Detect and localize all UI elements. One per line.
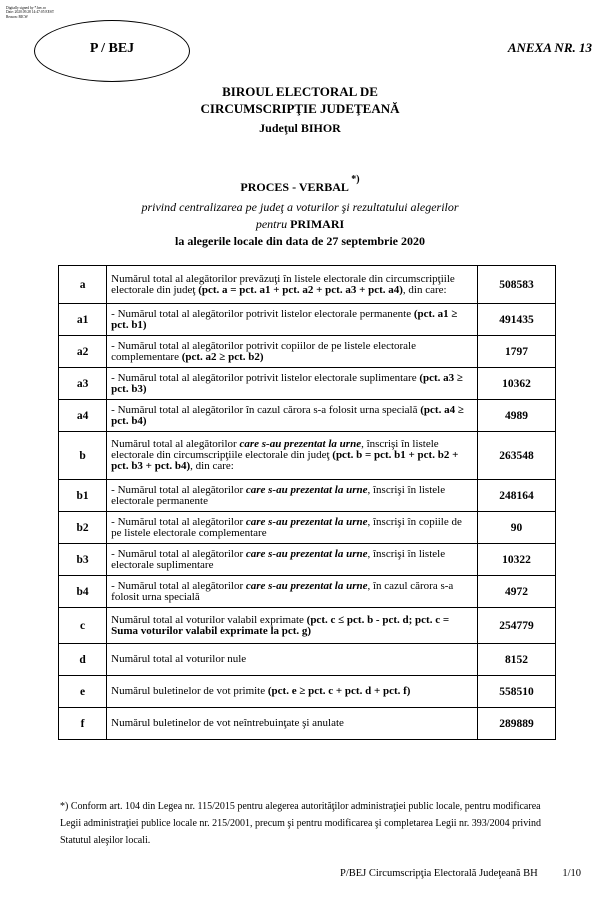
footnote-mark: *) (351, 174, 360, 185)
row-description (107, 480, 478, 512)
signature-line: Date: 2020.09.28 14:47:05 EEST (6, 10, 55, 15)
row-description-strong: (pct. a3 ≥ pct. b3) (111, 371, 463, 395)
row-value: 10322 (478, 544, 556, 576)
row-description-text: Numărul total al alegătorilor prevăzuţi în listele electorale din circumscripţiile electorale din judeţ (111, 272, 455, 296)
row-description-text: - Numărul total al alegătorilor potrivit listelor electorale suplimentare (111, 371, 417, 384)
table-row (59, 544, 556, 576)
election-type (0, 217, 600, 232)
row-description (107, 304, 478, 336)
table-row (59, 512, 556, 544)
row-description (107, 400, 478, 432)
row-description-text: - Numărul total al alegătorilor potrivit copiilor de pe listele electorale complementare (111, 339, 416, 363)
row-description-text: , înscrişi în listele electorale din circumscripţiile electorale din judeţ (111, 438, 439, 461)
table-row (59, 368, 556, 400)
table-row (59, 644, 556, 676)
row-description-pre: Numărul total al alegătorilor (111, 438, 237, 450)
row-description (107, 708, 478, 740)
row-description-text: , înscrişi în listele electorale suplimentare (111, 547, 446, 571)
row-description-strong: (pct. e ≥ pct. c + pct. d + pct. f) (267, 685, 411, 697)
row-value: 4989 (478, 400, 556, 432)
row-code: a3 (59, 368, 107, 400)
table-row (59, 676, 556, 708)
row-code: a4 (59, 400, 107, 432)
row-description-text: Numărul buletinelor de vot neîntrebuinţate şi anulate (111, 717, 344, 729)
row-value: 254779 (478, 608, 556, 644)
row-description-strong: (pct. b = pct. b1 + pct. b2 + pct. b3 + pct. b4) (111, 449, 459, 472)
row-code: a (59, 266, 107, 304)
row-code: d (59, 644, 107, 676)
row-description (107, 576, 478, 608)
table-row (59, 432, 556, 480)
row-description-text: Numărul total al voturilor valabil exprimate (111, 613, 304, 626)
row-description (107, 432, 478, 480)
election-type-value: PRIMARI (290, 217, 345, 231)
row-description-text: , înscrişi în copiile de pe listele electorale complementare (111, 515, 462, 539)
row-value: 491435 (478, 304, 556, 336)
office-title-line1: BIROUL ELECTORAL DE (222, 84, 378, 99)
row-value: 10362 (478, 368, 556, 400)
row-description-text: Numărul total al voturilor nule (111, 653, 247, 665)
row-value: 263548 (478, 432, 556, 480)
results-table-body (59, 266, 556, 740)
row-description (107, 336, 478, 368)
row-description-pre: - Numărul total al alegătorilor (111, 515, 244, 528)
row-description (107, 512, 478, 544)
row-description (107, 608, 478, 644)
row-code: b4 (59, 576, 107, 608)
results-table (58, 265, 556, 740)
row-description-strong: (pct. a2 ≥ pct. b2) (181, 350, 264, 363)
row-code: b3 (59, 544, 107, 576)
row-value: 248164 (478, 480, 556, 512)
row-code: b (59, 432, 107, 480)
table-row (59, 304, 556, 336)
table-row (59, 480, 556, 512)
row-description-em: care s-au prezentat la urne (245, 483, 368, 496)
row-code: c (59, 608, 107, 644)
table-row (59, 708, 556, 740)
row-description (107, 676, 478, 708)
stamp-label: P / BEJ (89, 41, 135, 56)
row-value: 508583 (478, 266, 556, 304)
footer-label: P/BEJ Circumscripţia Electorală Judeţeană BH (340, 868, 538, 879)
row-description-pre: - Numărul total al alegătorilor (111, 547, 244, 560)
row-description-text: - Numărul total al alegătorilor în cazul cărora s-a folosit urna specială (111, 403, 418, 416)
row-code: e (59, 676, 107, 708)
table-row (59, 608, 556, 644)
county-name: Judeţul BIHOR (259, 121, 341, 135)
document-title (0, 174, 600, 195)
row-description-pre: - Numărul total al alegătorilor (111, 579, 244, 592)
row-description-pre: - Numărul total al alegătorilor (111, 483, 244, 496)
table-row (59, 400, 556, 432)
stamp-oval (34, 20, 190, 82)
row-description (107, 368, 478, 400)
row-description-strong: (pct. a1 ≥ pct. b1) (111, 307, 458, 331)
table-row (59, 336, 556, 368)
row-description-tail: , din care: (402, 283, 447, 296)
row-description-strong: (pct. a = pct. a1 + pct. a2 + pct. a3 + pct. a4) (198, 283, 403, 296)
row-description (107, 266, 478, 304)
document-subtitle: privind centralizarea pe judeţ a voturilor şi rezultatului alegerilor (141, 200, 459, 214)
row-description-strong: (pct. a4 ≥ pct. b4) (111, 403, 464, 427)
row-description-strong: (pct. c ≤ pct. b - pct. d; pct. c = Suma voturilor valabil exprimate la pct. g) (111, 613, 450, 637)
row-description-text: , înscrişi în listele electorale permanente (111, 483, 446, 507)
row-description-text: - Numărul total al alegătorilor potrivit listelor electorale permanente (111, 307, 412, 320)
row-description-em: care s-au prezentat la urne (245, 547, 368, 560)
row-code: b1 (59, 480, 107, 512)
row-description (107, 544, 478, 576)
row-value: 90 (478, 512, 556, 544)
row-code: a1 (59, 304, 107, 336)
row-description-em: care s-au prezentat la urne (245, 515, 368, 528)
annex-number: ANEXA NR. 13 (507, 40, 592, 55)
table-row (59, 576, 556, 608)
row-value: 8152 (478, 644, 556, 676)
row-description-tail: , din care: (190, 460, 234, 472)
signature-line: Reason: BICW (6, 14, 28, 19)
office-title-line2: CIRCUMSCRIPŢIE JUDEŢEANĂ (200, 101, 400, 116)
digital-signature (6, 6, 54, 19)
page-number: 1/10 (562, 868, 581, 879)
election-type-prefix: pentru (255, 217, 288, 231)
election-date: la alegerile locale din data de 27 septembrie 2020 (175, 234, 425, 248)
table-row (59, 266, 556, 304)
row-value: 1797 (478, 336, 556, 368)
row-description (107, 644, 478, 676)
row-description-em: care s-au prezentat la urne (239, 438, 362, 450)
row-code: a2 (59, 336, 107, 368)
signature-line: Digitally signed by *.bec.ro (6, 6, 47, 10)
row-code: b2 (59, 512, 107, 544)
row-value: 558510 (478, 676, 556, 708)
page-footer (340, 868, 581, 879)
row-value: 4972 (478, 576, 556, 608)
footnote: *) Conform art. 104 din Legea nr. 115/2015 pentru alegerea autorităţilor administraţiei public locale, pentru modificarea Legii administraţiei publice locale nr. 215/2001, precum şi pentru modificarea şi completarea Legii nr. 393/2004 privind Statutul aleşilor locali. (60, 801, 541, 846)
row-value: 289889 (478, 708, 556, 740)
row-description-text: , în cazul cărora s-a folosit urna specială (111, 579, 454, 603)
row-description-text: Numărul buletinelor de vot primite (111, 685, 266, 697)
row-description-em: care s-au prezentat la urne (245, 579, 368, 592)
row-code: f (59, 708, 107, 740)
document-title-text: PROCES - VERBAL (240, 180, 349, 194)
